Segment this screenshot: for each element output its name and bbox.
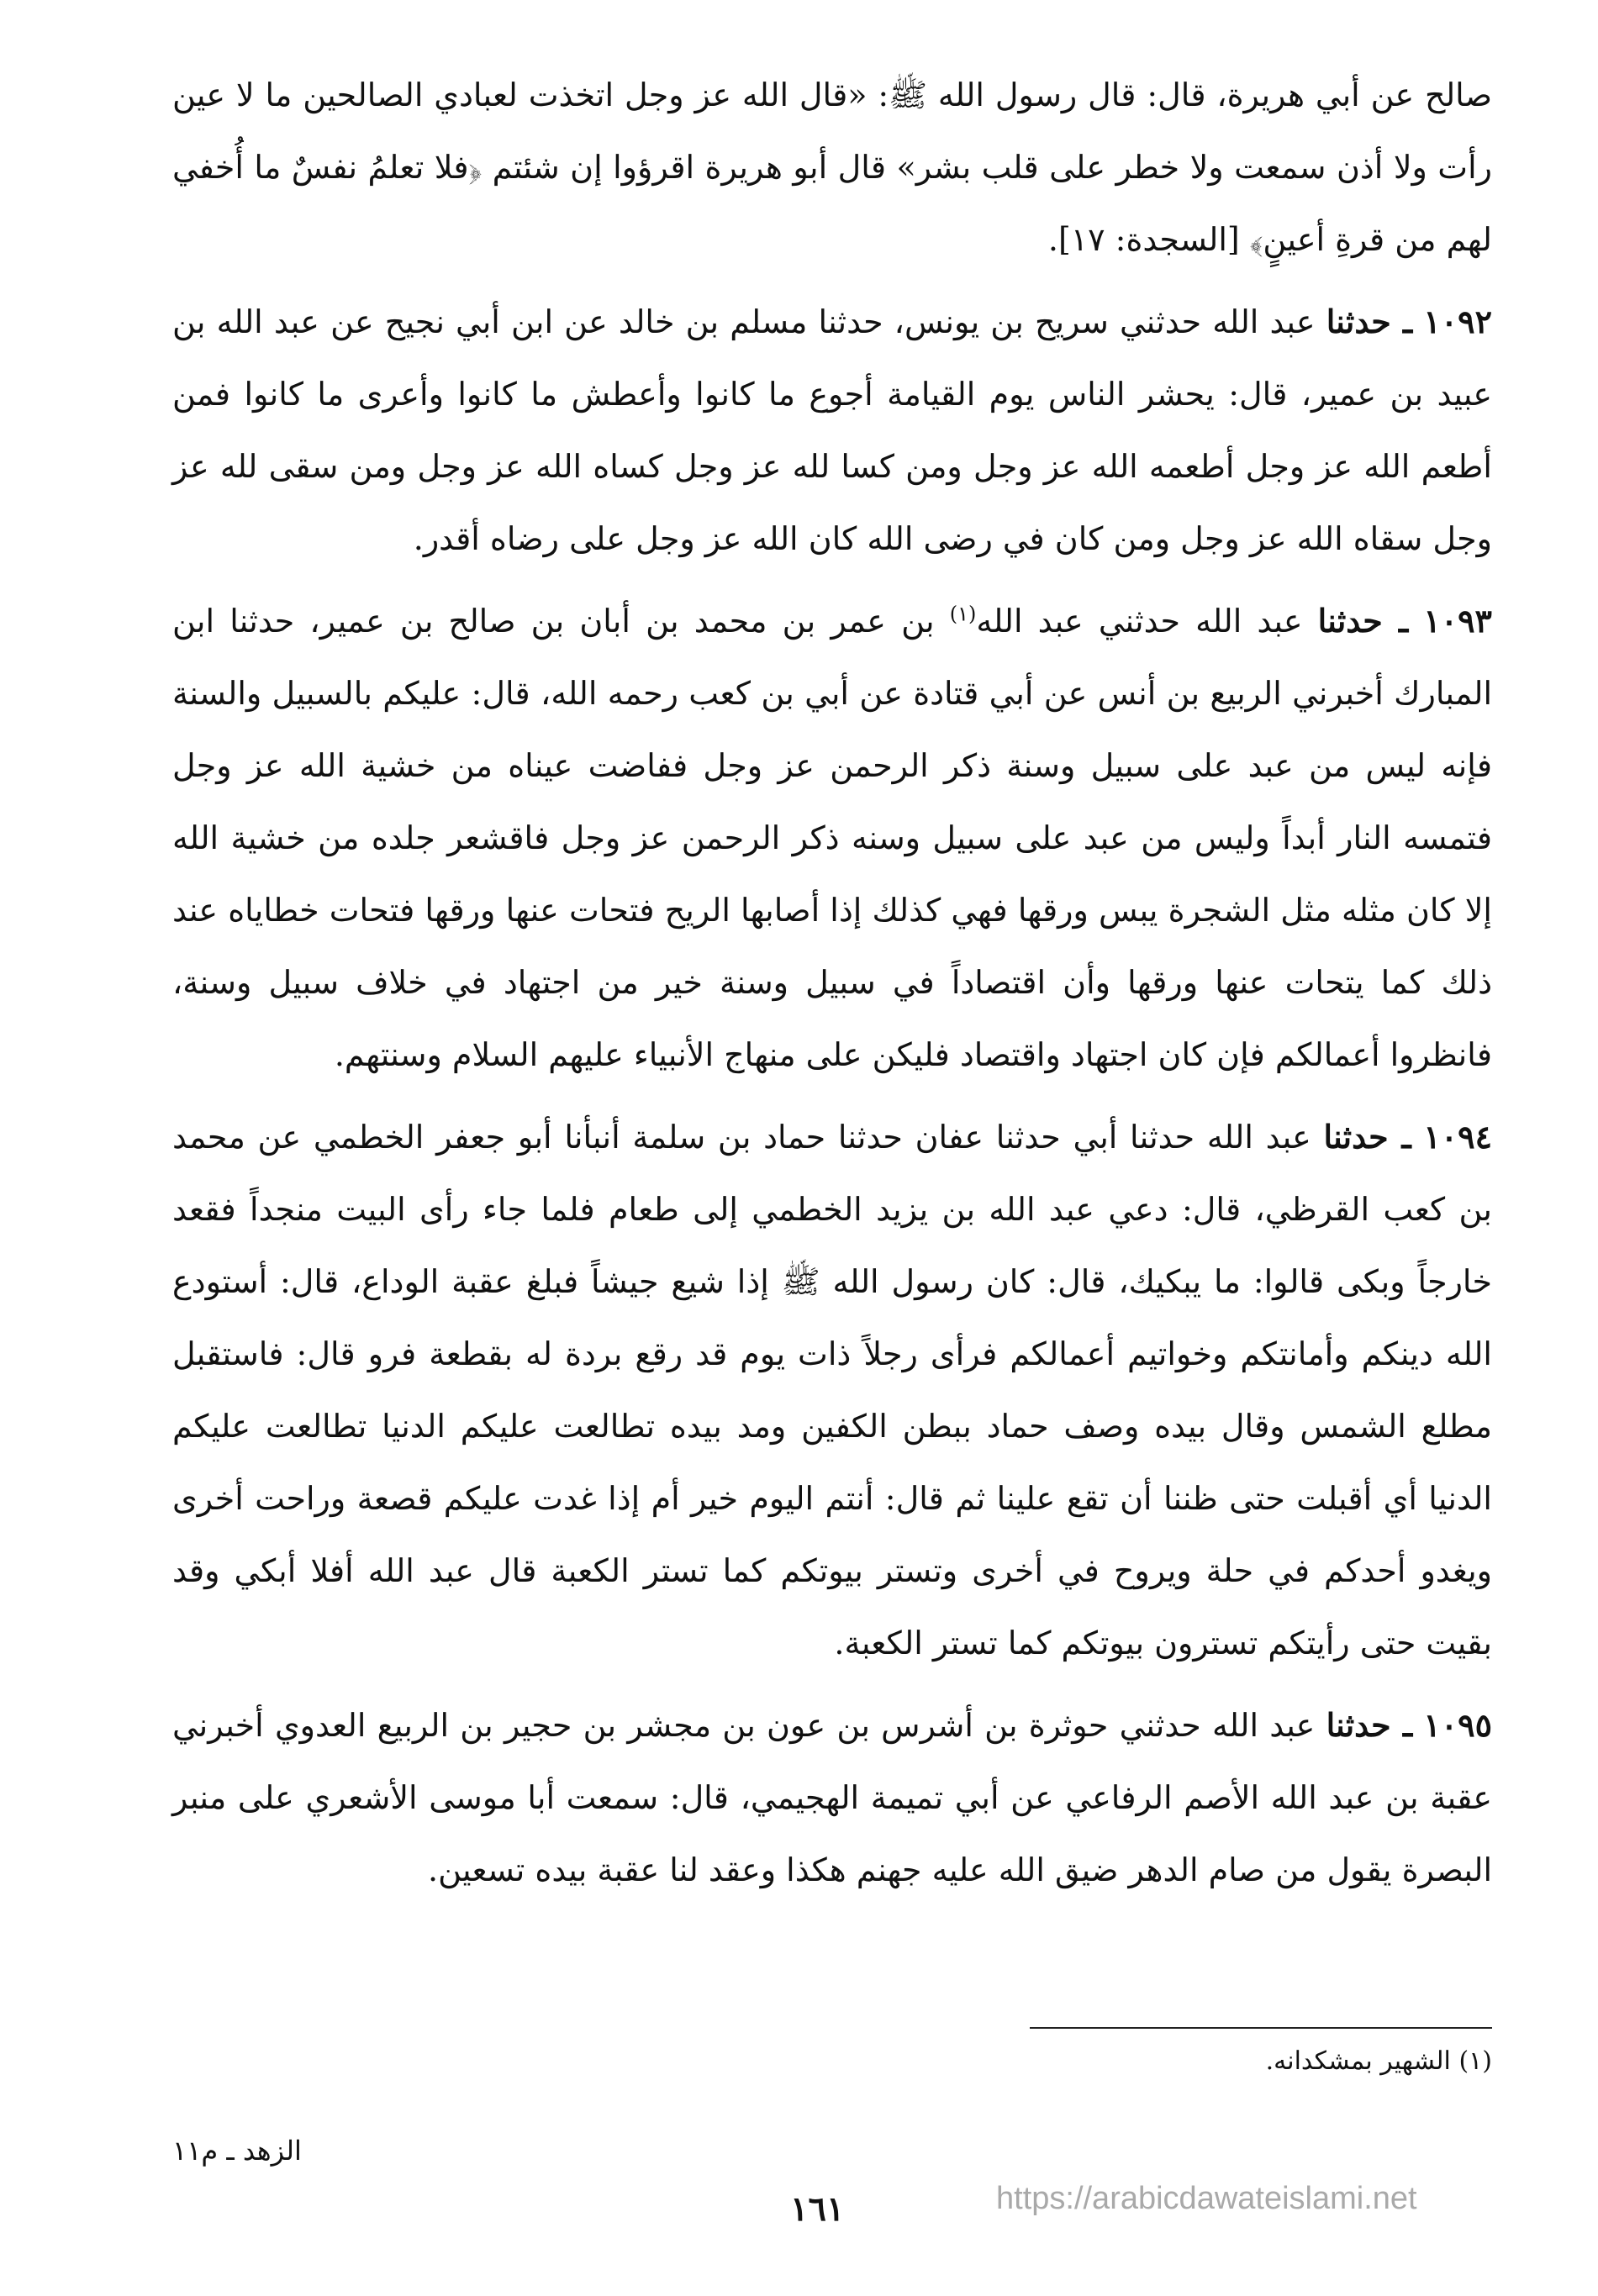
hadith-1092: [172, 286, 1492, 575]
hadith-lead-word: ـ حدثنا: [1326, 1706, 1413, 1744]
footnote: [736, 2041, 1492, 2083]
hadith-text: عبد الله حدثني حوثرة بن أشرس بن عون بن مجشر بن حجير بن الربيع العدوي أخبرني عقبة بن عبد الله الأصم الرفاعي عن أبي تميمة الهجيمي، قال: سمعت أبا موسى الأشعري على منبر البصرة يقول من صام الدهر ضيق الله عليه جهنم هكذا وعقد لنا عقبة بيده تسعين.: [172, 1707, 1492, 1888]
hadith-lead-word: ـ حدثنا: [1317, 602, 1409, 640]
paragraph-continuation: [172, 59, 1492, 276]
watermark-url: https://arabicdawateislami.net: [996, 2181, 1417, 2216]
hadith-lead-word: ـ حدثنا: [1323, 1118, 1411, 1156]
hadith-text-before-footnote: عبد الله حدثني عبد الله: [976, 603, 1303, 640]
hadith-number: ١٠٩٤: [1423, 1118, 1492, 1156]
footnote-divider: [1030, 2027, 1492, 2029]
hadith-1094: [172, 1101, 1492, 1679]
hadith-number: ١٠٩٣: [1423, 602, 1492, 640]
footnote-mark: (١): [1458, 2046, 1492, 2076]
hadith-number: ١٠٩٥: [1423, 1706, 1492, 1744]
hadith-text: عبد الله حدثني سريح بن يونس، حدثنا مسلم بن خالد عن ابن أبي نجيح عن عبد الله بن عبيد بن عمير، قال: يحشر الناس يوم القيامة أجوع ما كانوا وأعطش ما كانوا وأعرى ما كانوا فمن أطعم الله عز وجل أطعمه الله عز وجل ومن كسا لله عز وجل كساه الله عز وجل ومن سقى لله عز وجل سقاه الله عز وجل ومن كان في رضى الله كان الله عز وجل على رضاه أقدر.: [172, 303, 1492, 557]
main-text: [172, 59, 1492, 1916]
book-label: الزهد ـ م١١: [172, 2135, 302, 2167]
hadith-1095: [172, 1689, 1492, 1906]
footnote-reference: (١): [949, 602, 977, 626]
paragraph-text: صالح عن أبي هريرة، قال: قال رسول الله ﷺ: «قال الله عز وجل اتخذت لعبادي الصالحين ما لا عين رأت ولا أذن سمعت ولا خطر على قلب بشر» قال أبو هريرة اقرؤوا إن شئتم ﴿فلا تعلمُ نفسٌ ما أُخفي لهم من قرةِ أعينٍ﴾ [السجدة: ١٧].: [172, 76, 1492, 258]
hadith-lead-word: ـ حدثنا: [1326, 303, 1413, 340]
hadith-text: عبد الله حدثنا أبي حدثنا عفان حدثنا حماد بن سلمة أنبأنا أبو جعفر الخطمي عن محمد بن كعب القرظي، قال: دعي عبد الله بن يزيد الخطمي إلى طعام فلما جاء رأى البيت منجداً فقعد خارجاً وبكى قالوا: ما يبكيك، قال: كان رسول الله ﷺ إذا شيع جيشاً فبلغ عقبة الوداع، قال: أستودع الله دينكم وأمانتكم وخواتيم أعمالكم فرأى رجلاً ذات يوم قد رقع بردة له بقطعة فرو قال: فاستقبل مطلع الشمس وقال بيده وصف حماد ببطن الكفين ومد بيده تطالعت عليكم الدنيا تطالعت عليكم الدنيا أي أقبلت حتى ظننا أن تقع علينا ثم قال: أنتم اليوم خير أم إذا غدت عليكم قصعة وراحت أخرى ويغدو أحدكم في حلة ويروح في أخرى وتستر بيوتكم كما تستر الكعبة قال عبد الله أفلا أبكي وقد بقيت حتى رأيتكم تسترون بيوتكم كما تستر الكعبة.: [172, 1119, 1492, 1661]
footnote-text: الشهير بمشكدانه.: [1265, 2046, 1451, 2076]
hadith-number: ١٠٩٢: [1423, 303, 1492, 340]
page-number: ١٦١: [790, 2189, 845, 2229]
hadith-1093: [172, 585, 1492, 1091]
hadith-text: بن عمر بن محمد بن أبان بن صالح بن عمير، حدثنا ابن المبارك أخبرني الربيع بن أنس عن أبي قتادة عن أبي بن كعب رحمه الله، قال: عليكم بالسبيل والسنة فإنه ليس من عبد على سبيل وسنة ذكر الرحمن عز وجل ففاضت عيناه من خشية الله عز وجل فتمسه النار أبداً وليس من عبد على سبيل وسنه ذكر الرحمن عز وجل فاقشعر جلده من خشية الله إلا كان مثله مثل الشجرة يبس ورقها فهي كذلك إذا أصابها الريح فتحات عنها ورقها فتحات خطاياه عند ذلك كما يتحات عنها ورقها وأن اقتصاداً في سبيل وسنة خير من اجتهاد في خلاف سبيل وسنة، فانظروا أعمالكم فإن كان اجتهاد واقتصاد فليكن على منهاج الأنبياء عليهم السلام وسنتهم.: [172, 603, 1492, 1073]
